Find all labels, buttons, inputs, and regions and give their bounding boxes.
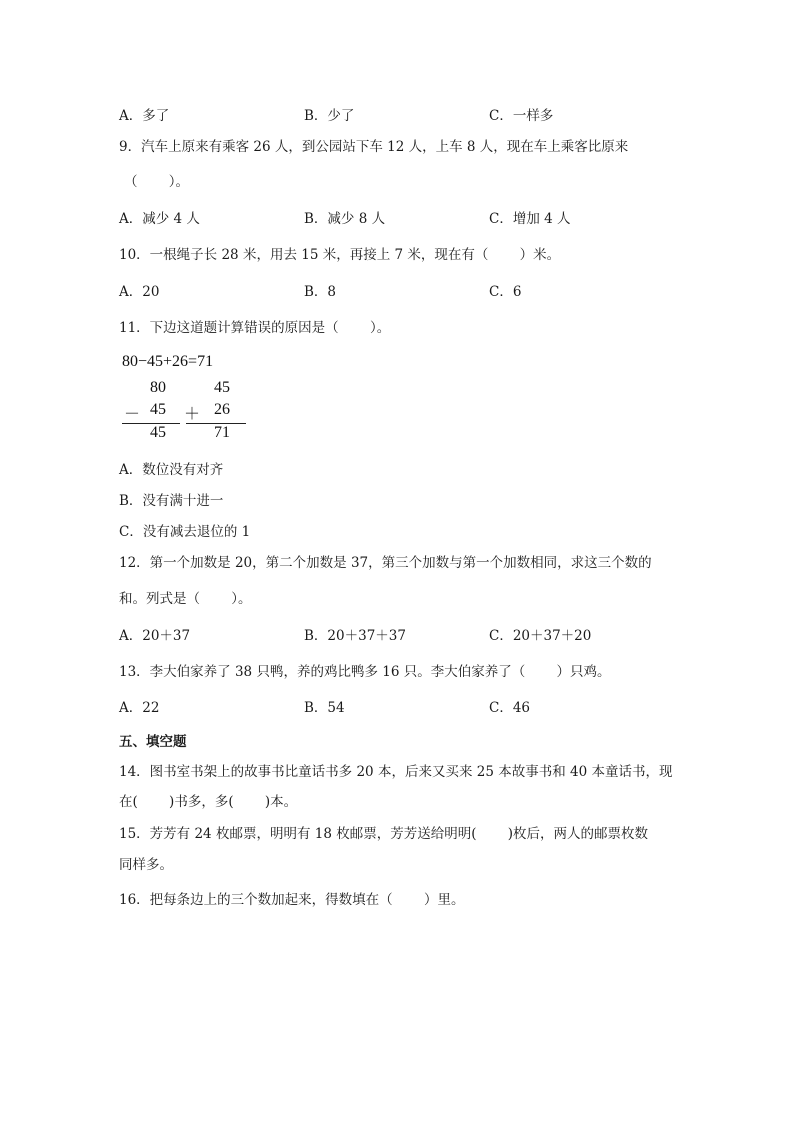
vertical-calculation-figure xyxy=(122,350,252,446)
q12-option-a[interactable]: A．20＋37 xyxy=(119,628,191,644)
calc-col2-plus-sign: ＋ xyxy=(184,406,201,423)
q9-question-line1: 9．汽车上原来有乘客 26 人，到公园站下车 12 人，上车 8 人，现在车上乘客比原来 xyxy=(119,139,629,155)
q12-question-line2: 和。列式是（ ）。 xyxy=(119,591,252,607)
q13-option-a[interactable]: A．22 xyxy=(119,700,160,716)
q8-option-b[interactable]: B．少了 xyxy=(304,108,355,124)
q14-question-line1: 14．图书室书架上的故事书比童话书多 20 本，后来又买来 25 本故事书和 40 本童话书，现 xyxy=(119,764,673,780)
q13-option-b[interactable]: B．54 xyxy=(304,700,345,716)
q11-option-b[interactable]: B．没有满十进一 xyxy=(119,493,224,509)
q11-question: 11．下边这道题计算错误的原因是（ ）。 xyxy=(119,320,391,336)
q13-options xyxy=(119,696,679,716)
q10-option-a[interactable]: A．20 xyxy=(119,284,160,300)
calc-col2-top: 45 xyxy=(214,379,230,396)
q16-question: 16．把每条边上的三个数加起来，得数填在（ ）里。 xyxy=(119,892,465,908)
section-heading-fill-in: 五、填空题 xyxy=(119,734,187,750)
calc-col2-result: 71 xyxy=(214,424,230,441)
q14-question-line2: 在( )书多，多( )本。 xyxy=(119,794,298,810)
q8-option-a[interactable]: A．多了 xyxy=(119,108,170,124)
calc-col1-result: 45 xyxy=(150,424,166,441)
q10-question: 10．一根绳子长 28 米，用去 15 米，再接上 7 米，现在有（ ）米。 xyxy=(119,247,561,263)
q13-option-c[interactable]: C．46 xyxy=(489,700,531,716)
calc-col2-second: 26 xyxy=(214,401,230,418)
q12-option-c[interactable]: C．20＋37＋20 xyxy=(489,628,592,644)
q15-question-line2: 同样多。 xyxy=(119,857,173,873)
calc-col1-top: 80 xyxy=(150,379,166,396)
q10-option-b[interactable]: B．8 xyxy=(304,284,337,300)
q12-question-line1: 12．第一个加数是 20，第二个加数是 37，第三个加数与第一个加数相同，求这三个数的 xyxy=(119,555,652,571)
q9-question-line2: （ ）。 xyxy=(124,174,190,190)
q9-option-b[interactable]: B．减少 8 人 xyxy=(304,211,386,227)
calc-equation: 80−45+26=71 xyxy=(122,353,214,370)
q8-options xyxy=(119,104,679,124)
q10-options xyxy=(119,280,679,300)
q13-question: 13．李大伯家养了 38 只鸭，养的鸡比鸭多 16 只。李大伯家养了（ ）只鸡。 xyxy=(119,664,611,680)
q11-option-a[interactable]: A．数位没有对齐 xyxy=(119,462,224,478)
q15-question-line1: 15．芳芳有 24 枚邮票，明明有 18 枚邮票，芳芳送给明明( )枚后，两人的邮票枚数 xyxy=(119,826,649,842)
q11-option-c[interactable]: C．没有减去退位的 1 xyxy=(119,524,251,540)
calc-col1-minus-sign: － xyxy=(124,406,141,423)
q8-option-c[interactable]: C．一样多 xyxy=(489,108,554,124)
q12-options xyxy=(119,624,679,644)
q9-option-c[interactable]: C．增加 4 人 xyxy=(489,211,571,227)
q12-option-b[interactable]: B．20＋37＋37 xyxy=(304,628,406,644)
q9-options xyxy=(119,207,679,227)
q9-option-a[interactable]: A．减少 4 人 xyxy=(119,211,200,227)
q10-option-c[interactable]: C．6 xyxy=(489,284,522,300)
calc-col1-second: 45 xyxy=(150,401,166,418)
